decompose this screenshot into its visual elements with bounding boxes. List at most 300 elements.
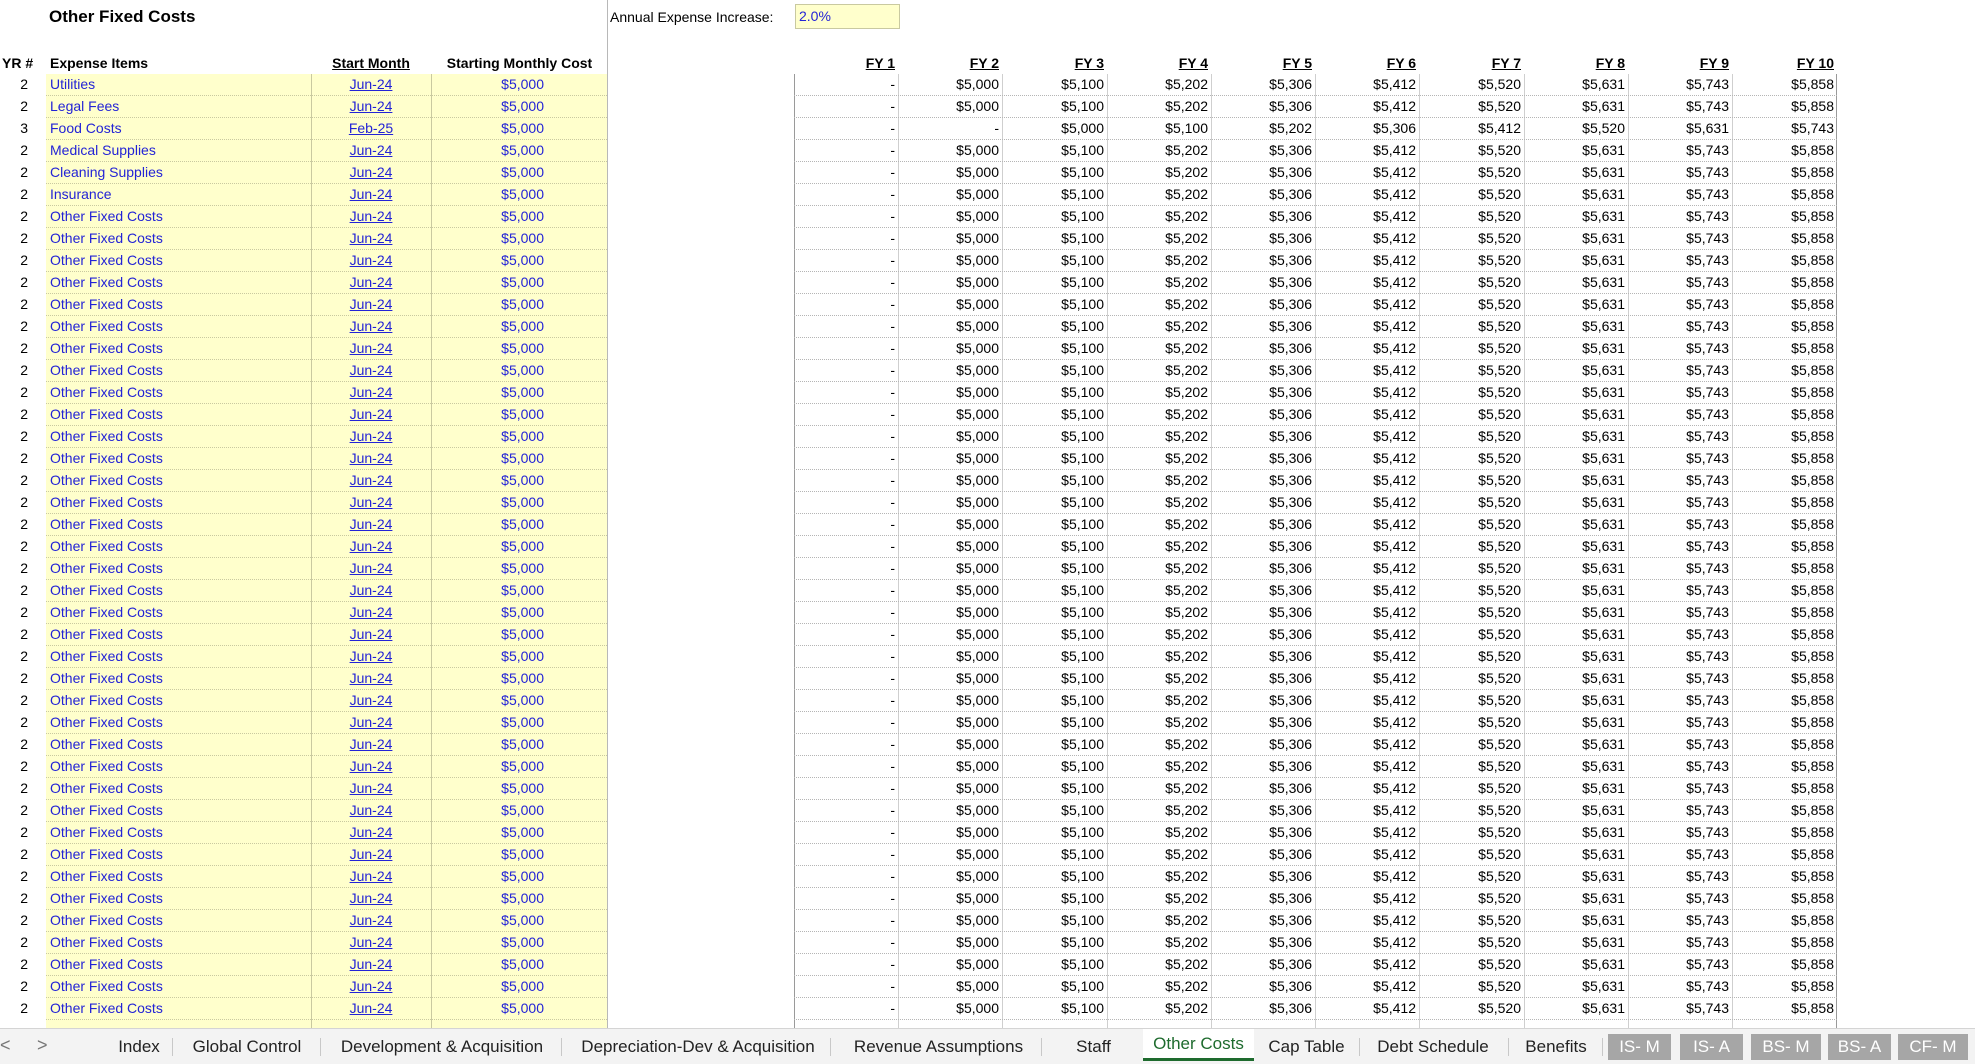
yr-cell[interactable]: 2 (20, 318, 28, 334)
tab-development-acquisition[interactable]: Development & Acquisition (340, 1037, 544, 1056)
fy-5-cell[interactable]: $5,306 (1269, 978, 1312, 994)
fy-8-cell[interactable]: $5,631 (1582, 626, 1625, 642)
fy-6-cell[interactable]: $5,412 (1373, 76, 1416, 92)
fy-10-cell[interactable]: $5,858 (1791, 648, 1834, 664)
starting-cost-cell[interactable]: $5,000 (501, 296, 544, 312)
yr-cell[interactable]: 2 (20, 142, 28, 158)
fy-1-cell[interactable]: - (890, 538, 895, 554)
expense-item-cell[interactable]: Other Fixed Costs (50, 868, 163, 884)
fy-1-cell[interactable]: - (890, 1000, 895, 1016)
start-month-cell[interactable]: Jun-24 (349, 406, 393, 422)
fy-6-cell[interactable]: $5,412 (1373, 538, 1416, 554)
fy-9-cell[interactable]: $5,743 (1686, 142, 1729, 158)
fy-7-cell[interactable]: $5,520 (1478, 692, 1521, 708)
fy-2-cell[interactable]: $5,000 (956, 780, 999, 796)
fy-8-cell[interactable]: $5,631 (1582, 384, 1625, 400)
fy-1-cell[interactable]: - (890, 934, 895, 950)
fy-6-cell[interactable]: $5,412 (1373, 98, 1416, 114)
yr-cell[interactable]: 2 (20, 582, 28, 598)
fy-8-cell[interactable]: $5,631 (1582, 296, 1625, 312)
fy-6-cell[interactable]: $5,412 (1373, 956, 1416, 972)
expense-item-cell[interactable]: Other Fixed Costs (50, 538, 163, 554)
fy-4-cell[interactable]: $5,202 (1165, 802, 1208, 818)
fy-7-cell[interactable]: $5,520 (1478, 934, 1521, 950)
fy-10-cell[interactable]: $5,743 (1791, 120, 1834, 136)
fy-9-cell[interactable]: $5,743 (1686, 406, 1729, 422)
fy-7-cell[interactable]: $5,520 (1478, 538, 1521, 554)
annual-increase-input[interactable]: 2.0% (795, 4, 900, 29)
expense-item-cell[interactable]: Other Fixed Costs (50, 978, 163, 994)
fy-3-cell[interactable]: $5,100 (1061, 846, 1104, 862)
expense-item-cell[interactable]: Other Fixed Costs (50, 802, 163, 818)
yr-cell[interactable]: 2 (20, 692, 28, 708)
fy-8-cell[interactable]: $5,631 (1582, 230, 1625, 246)
fy-7-cell[interactable]: $5,520 (1478, 846, 1521, 862)
fy-8-cell[interactable]: $5,631 (1582, 956, 1625, 972)
fy-6-cell[interactable]: $5,412 (1373, 802, 1416, 818)
fy-5-cell[interactable]: $5,306 (1269, 406, 1312, 422)
fy-2-cell[interactable]: $5,000 (956, 428, 999, 444)
fy-1-cell[interactable]: - (890, 362, 895, 378)
fy-1-cell[interactable]: - (890, 274, 895, 290)
fy-6-cell[interactable]: $5,412 (1373, 648, 1416, 664)
fy-1-cell[interactable]: - (890, 296, 895, 312)
fy-4-cell[interactable]: $5,202 (1165, 98, 1208, 114)
expense-item-cell[interactable]: Other Fixed Costs (50, 208, 163, 224)
fy-7-cell[interactable]: $5,520 (1478, 318, 1521, 334)
start-month-cell[interactable]: Jun-24 (349, 494, 393, 510)
fy-1-cell[interactable]: - (890, 450, 895, 466)
yr-cell[interactable]: 2 (20, 868, 28, 884)
fy-7-cell[interactable]: $5,520 (1478, 604, 1521, 620)
tab-index[interactable]: Index (118, 1037, 160, 1056)
fy-10-cell[interactable]: $5,858 (1791, 230, 1834, 246)
yr-cell[interactable]: 2 (20, 428, 28, 444)
start-month-cell[interactable]: Jun-24 (349, 516, 393, 532)
fy-8-cell[interactable]: $5,631 (1582, 164, 1625, 180)
expense-item-cell[interactable]: Other Fixed Costs (50, 560, 163, 576)
fy-6-cell[interactable]: $5,412 (1373, 230, 1416, 246)
fy-3-cell[interactable]: $5,100 (1061, 692, 1104, 708)
fy-9-cell[interactable]: $5,743 (1686, 956, 1729, 972)
fy-5-cell[interactable]: $5,306 (1269, 956, 1312, 972)
yr-cell[interactable]: 2 (20, 472, 28, 488)
fy-2-cell[interactable]: $5,000 (956, 296, 999, 312)
fy-4-cell[interactable]: $5,202 (1165, 890, 1208, 906)
fy-1-cell[interactable]: - (890, 428, 895, 444)
start-month-cell[interactable]: Jun-24 (349, 142, 393, 158)
start-month-cell[interactable]: Jun-24 (349, 604, 393, 620)
fy-2-cell[interactable]: - (994, 120, 999, 136)
fy-9-cell[interactable]: $5,743 (1686, 274, 1729, 290)
fy-3-cell[interactable]: $5,100 (1061, 714, 1104, 730)
fy-10-cell[interactable]: $5,858 (1791, 164, 1834, 180)
fy-8-cell[interactable]: $5,631 (1582, 208, 1625, 224)
fy-6-cell[interactable]: $5,412 (1373, 890, 1416, 906)
fy-4-cell[interactable]: $5,202 (1165, 824, 1208, 840)
fy-10-cell[interactable]: $5,858 (1791, 252, 1834, 268)
fy-8-cell[interactable]: $5,631 (1582, 362, 1625, 378)
fy-9-cell[interactable]: $5,743 (1686, 362, 1729, 378)
fy-6-cell[interactable]: $5,412 (1373, 714, 1416, 730)
start-month-cell[interactable]: Jun-24 (349, 362, 393, 378)
fy-2-cell[interactable]: $5,000 (956, 758, 999, 774)
fy-1-cell[interactable]: - (890, 516, 895, 532)
fy-1-cell[interactable]: - (890, 912, 895, 928)
tab-scroll-left-icon[interactable]: < (0, 1035, 11, 1055)
start-month-cell[interactable]: Jun-24 (349, 340, 393, 356)
fy-5-cell[interactable]: $5,306 (1269, 494, 1312, 510)
fy-7-cell[interactable]: $5,520 (1478, 428, 1521, 444)
fy-2-cell[interactable]: $5,000 (956, 934, 999, 950)
fy-1-cell[interactable]: - (890, 846, 895, 862)
fy-6-cell[interactable]: $5,412 (1373, 736, 1416, 752)
fy-4-cell[interactable]: $5,202 (1165, 626, 1208, 642)
starting-cost-cell[interactable]: $5,000 (501, 362, 544, 378)
fy-5-cell[interactable]: $5,306 (1269, 1000, 1312, 1016)
fy-4-cell[interactable]: $5,202 (1165, 186, 1208, 202)
fy-7-cell[interactable]: $5,520 (1478, 868, 1521, 884)
starting-cost-cell[interactable]: $5,000 (501, 230, 544, 246)
starting-cost-cell[interactable]: $5,000 (501, 846, 544, 862)
yr-cell[interactable]: 2 (20, 252, 28, 268)
fy-2-cell[interactable]: $5,000 (956, 978, 999, 994)
fy-6-cell[interactable]: $5,412 (1373, 252, 1416, 268)
starting-cost-cell[interactable]: $5,000 (501, 406, 544, 422)
starting-cost-cell[interactable]: $5,000 (501, 384, 544, 400)
start-month-cell[interactable]: Jun-24 (349, 472, 393, 488)
fy-2-cell[interactable]: $5,000 (956, 362, 999, 378)
fy-6-cell[interactable]: $5,412 (1373, 274, 1416, 290)
starting-cost-cell[interactable]: $5,000 (501, 1000, 544, 1016)
fy-3-cell[interactable]: $5,100 (1061, 428, 1104, 444)
starting-cost-cell[interactable]: $5,000 (501, 714, 544, 730)
fy-5-cell[interactable]: $5,306 (1269, 582, 1312, 598)
fy-1-cell[interactable]: - (890, 406, 895, 422)
fy-2-cell[interactable]: $5,000 (956, 626, 999, 642)
fy-5-cell[interactable]: $5,306 (1269, 846, 1312, 862)
fy-3-cell[interactable]: $5,100 (1061, 362, 1104, 378)
start-month-cell[interactable]: Jun-24 (349, 384, 393, 400)
fy-6-cell[interactable]: $5,412 (1373, 780, 1416, 796)
expense-item-cell[interactable]: Other Fixed Costs (50, 252, 163, 268)
fy-3-cell[interactable]: $5,100 (1061, 648, 1104, 664)
fy-1-cell[interactable]: - (890, 98, 895, 114)
fy-8-cell[interactable]: $5,631 (1582, 868, 1625, 884)
fy-9-cell[interactable]: $5,743 (1686, 934, 1729, 950)
yr-cell[interactable]: 2 (20, 758, 28, 774)
fy-4-cell[interactable]: $5,202 (1165, 252, 1208, 268)
starting-cost-cell[interactable]: $5,000 (501, 252, 544, 268)
fy-1-cell[interactable]: - (890, 868, 895, 884)
start-month-cell[interactable]: Jun-24 (349, 428, 393, 444)
fy-4-cell[interactable]: $5,202 (1165, 868, 1208, 884)
fy-6-cell[interactable]: $5,306 (1373, 120, 1416, 136)
fy-8-cell[interactable]: $5,631 (1582, 406, 1625, 422)
fy-8-cell[interactable]: $5,631 (1582, 582, 1625, 598)
yr-cell[interactable]: 2 (20, 494, 28, 510)
expense-item-cell[interactable]: Other Fixed Costs (50, 318, 163, 334)
fy-3-cell[interactable]: $5,100 (1061, 912, 1104, 928)
starting-cost-cell[interactable]: $5,000 (501, 164, 544, 180)
fy-10-cell[interactable]: $5,858 (1791, 472, 1834, 488)
fy-3-cell[interactable]: $5,100 (1061, 604, 1104, 620)
fy-3-cell[interactable]: $5,100 (1061, 736, 1104, 752)
start-month-cell[interactable]: Jun-24 (349, 186, 393, 202)
fy-4-cell[interactable]: $5,202 (1165, 472, 1208, 488)
fy-2-cell[interactable]: $5,000 (956, 692, 999, 708)
fy-7-cell[interactable]: $5,520 (1478, 670, 1521, 686)
fy-6-cell[interactable]: $5,412 (1373, 560, 1416, 576)
fy-8-cell[interactable]: $5,631 (1582, 142, 1625, 158)
fy-4-cell[interactable]: $5,100 (1165, 120, 1208, 136)
fy-8-cell[interactable]: $5,631 (1582, 450, 1625, 466)
fy-1-cell[interactable]: - (890, 560, 895, 576)
fy-3-cell[interactable]: $5,100 (1061, 890, 1104, 906)
fy-7-cell[interactable]: $5,520 (1478, 340, 1521, 356)
expense-item-cell[interactable]: Other Fixed Costs (50, 890, 163, 906)
fy-8-cell[interactable]: $5,631 (1582, 516, 1625, 532)
expense-item-cell[interactable]: Other Fixed Costs (50, 846, 163, 862)
fy-9-cell[interactable]: $5,743 (1686, 736, 1729, 752)
fy-10-cell[interactable]: $5,858 (1791, 142, 1834, 158)
fy-8-cell[interactable]: $5,631 (1582, 648, 1625, 664)
yr-cell[interactable]: 2 (20, 802, 28, 818)
fy-9-cell[interactable]: $5,743 (1686, 868, 1729, 884)
fy-10-cell[interactable]: $5,858 (1791, 538, 1834, 554)
tab-bs-m[interactable]: BS- M (1751, 1034, 1821, 1060)
starting-cost-cell[interactable]: $5,000 (501, 538, 544, 554)
tab-is-a[interactable]: IS- A (1680, 1034, 1743, 1060)
fy-3-cell[interactable]: $5,100 (1061, 780, 1104, 796)
fy-6-cell[interactable]: $5,412 (1373, 978, 1416, 994)
fy-9-cell[interactable]: $5,743 (1686, 208, 1729, 224)
fy-3-cell[interactable]: $5,100 (1061, 670, 1104, 686)
yr-cell[interactable]: 2 (20, 736, 28, 752)
fy-2-cell[interactable]: $5,000 (956, 736, 999, 752)
fy-5-cell[interactable]: $5,306 (1269, 824, 1312, 840)
expense-item-cell[interactable]: Other Fixed Costs (50, 714, 163, 730)
fy-1-cell[interactable]: - (890, 758, 895, 774)
starting-cost-cell[interactable]: $5,000 (501, 340, 544, 356)
fy-2-cell[interactable]: $5,000 (956, 318, 999, 334)
fy-7-cell[interactable]: $5,520 (1478, 406, 1521, 422)
fy-5-cell[interactable]: $5,306 (1269, 868, 1312, 884)
fy-7-cell[interactable]: $5,520 (1478, 714, 1521, 730)
tab-cap-table[interactable]: Cap Table (1268, 1037, 1345, 1056)
fy-2-cell[interactable]: $5,000 (956, 208, 999, 224)
fy-6-cell[interactable]: $5,412 (1373, 868, 1416, 884)
fy-10-cell[interactable]: $5,858 (1791, 274, 1834, 290)
fy-9-cell[interactable]: $5,743 (1686, 98, 1729, 114)
fy-4-cell[interactable]: $5,202 (1165, 560, 1208, 576)
fy-8-cell[interactable]: $5,631 (1582, 934, 1625, 950)
fy-10-cell[interactable]: $5,858 (1791, 340, 1834, 356)
fy-6-cell[interactable]: $5,412 (1373, 450, 1416, 466)
yr-cell[interactable]: 2 (20, 274, 28, 290)
starting-cost-cell[interactable]: $5,000 (501, 934, 544, 950)
fy-4-cell[interactable]: $5,202 (1165, 912, 1208, 928)
fy-6-cell[interactable]: $5,412 (1373, 142, 1416, 158)
start-month-cell[interactable]: Jun-24 (349, 274, 393, 290)
fy-5-cell[interactable]: $5,306 (1269, 912, 1312, 928)
fy-5-cell[interactable]: $5,306 (1269, 714, 1312, 730)
fy-7-cell[interactable]: $5,520 (1478, 296, 1521, 312)
fy-7-cell[interactable]: $5,412 (1478, 120, 1521, 136)
fy-10-cell[interactable]: $5,858 (1791, 296, 1834, 312)
fy-5-cell[interactable]: $5,202 (1269, 120, 1312, 136)
start-month-cell[interactable]: Jun-24 (349, 318, 393, 334)
fy-5-cell[interactable]: $5,306 (1269, 428, 1312, 444)
fy-5-cell[interactable]: $5,306 (1269, 76, 1312, 92)
fy-9-cell[interactable]: $5,743 (1686, 802, 1729, 818)
start-month-cell[interactable]: Jun-24 (349, 648, 393, 664)
fy-9-cell[interactable]: $5,743 (1686, 582, 1729, 598)
fy-1-cell[interactable]: - (890, 318, 895, 334)
yr-cell[interactable]: 2 (20, 912, 28, 928)
fy-5-cell[interactable]: $5,306 (1269, 758, 1312, 774)
fy-6-cell[interactable]: $5,412 (1373, 164, 1416, 180)
fy-1-cell[interactable]: - (890, 186, 895, 202)
fy-4-cell[interactable]: $5,202 (1165, 274, 1208, 290)
fy-8-cell[interactable]: $5,631 (1582, 692, 1625, 708)
fy-8-cell[interactable]: $5,520 (1582, 120, 1625, 136)
start-month-cell[interactable]: Jun-24 (349, 626, 393, 642)
fy-5-cell[interactable]: $5,306 (1269, 626, 1312, 642)
fy-7-cell[interactable]: $5,520 (1478, 252, 1521, 268)
fy-7-cell[interactable]: $5,520 (1478, 384, 1521, 400)
start-month-cell[interactable]: Jun-24 (349, 164, 393, 180)
starting-cost-cell[interactable]: $5,000 (501, 450, 544, 466)
fy-4-cell[interactable]: $5,202 (1165, 956, 1208, 972)
tab-cf-m[interactable]: CF- M (1898, 1034, 1968, 1060)
fy-8-cell[interactable]: $5,631 (1582, 274, 1625, 290)
fy-4-cell[interactable]: $5,202 (1165, 230, 1208, 246)
starting-cost-cell[interactable]: $5,000 (501, 428, 544, 444)
fy-4-cell[interactable]: $5,202 (1165, 142, 1208, 158)
fy-6-cell[interactable]: $5,412 (1373, 384, 1416, 400)
fy-7-cell[interactable]: $5,520 (1478, 208, 1521, 224)
fy-8-cell[interactable]: $5,631 (1582, 252, 1625, 268)
fy-7-cell[interactable]: $5,520 (1478, 186, 1521, 202)
fy-10-cell[interactable]: $5,858 (1791, 362, 1834, 378)
fy-8-cell[interactable]: $5,631 (1582, 824, 1625, 840)
tab-depreciation-dev-acquisition[interactable]: Depreciation-Dev & Acquisition (581, 1037, 815, 1056)
expense-item-cell[interactable]: Other Fixed Costs (50, 626, 163, 642)
yr-cell[interactable]: 2 (20, 978, 28, 994)
fy-4-cell[interactable]: $5,202 (1165, 384, 1208, 400)
starting-cost-cell[interactable]: $5,000 (501, 472, 544, 488)
fy-10-cell[interactable]: $5,858 (1791, 208, 1834, 224)
fy-2-cell[interactable]: $5,000 (956, 846, 999, 862)
fy-9-cell[interactable]: $5,743 (1686, 450, 1729, 466)
fy-3-cell[interactable]: $5,100 (1061, 252, 1104, 268)
fy-8-cell[interactable]: $5,631 (1582, 890, 1625, 906)
fy-9-cell[interactable]: $5,743 (1686, 318, 1729, 334)
fy-2-cell[interactable]: $5,000 (956, 538, 999, 554)
expense-item-cell[interactable]: Other Fixed Costs (50, 824, 163, 840)
expense-item-cell[interactable]: Other Fixed Costs (50, 274, 163, 290)
fy-2-cell[interactable]: $5,000 (956, 582, 999, 598)
fy-8-cell[interactable]: $5,631 (1582, 340, 1625, 356)
fy-10-cell[interactable]: $5,858 (1791, 1000, 1834, 1016)
expense-item-cell[interactable]: Other Fixed Costs (50, 230, 163, 246)
fy-10-cell[interactable]: $5,858 (1791, 692, 1834, 708)
fy-1-cell[interactable]: - (890, 164, 895, 180)
fy-4-cell[interactable]: $5,202 (1165, 604, 1208, 620)
fy-6-cell[interactable]: $5,412 (1373, 406, 1416, 422)
start-month-cell[interactable]: Jun-24 (349, 868, 393, 884)
expense-item-cell[interactable]: Other Fixed Costs (50, 692, 163, 708)
fy-5-cell[interactable]: $5,306 (1269, 142, 1312, 158)
starting-cost-cell[interactable]: $5,000 (501, 208, 544, 224)
start-month-cell[interactable]: Jun-24 (349, 296, 393, 312)
fy-8-cell[interactable]: $5,631 (1582, 758, 1625, 774)
fy-7-cell[interactable]: $5,520 (1478, 626, 1521, 642)
fy-3-cell[interactable]: $5,100 (1061, 494, 1104, 510)
fy-2-cell[interactable]: $5,000 (956, 890, 999, 906)
fy-8-cell[interactable]: $5,631 (1582, 318, 1625, 334)
starting-cost-cell[interactable]: $5,000 (501, 978, 544, 994)
fy-1-cell[interactable]: - (890, 120, 895, 136)
start-month-cell[interactable]: Jun-24 (349, 890, 393, 906)
start-month-cell[interactable]: Jun-24 (349, 230, 393, 246)
fy-2-cell[interactable]: $5,000 (956, 1000, 999, 1016)
starting-cost-cell[interactable]: $5,000 (501, 318, 544, 334)
fy-4-cell[interactable]: $5,202 (1165, 296, 1208, 312)
fy-4-cell[interactable]: $5,202 (1165, 406, 1208, 422)
fy-6-cell[interactable]: $5,412 (1373, 626, 1416, 642)
fy-2-cell[interactable]: $5,000 (956, 604, 999, 620)
fy-1-cell[interactable]: - (890, 648, 895, 664)
fy-1-cell[interactable]: - (890, 714, 895, 730)
fy-2-cell[interactable]: $5,000 (956, 670, 999, 686)
fy-2-cell[interactable]: $5,000 (956, 824, 999, 840)
fy-10-cell[interactable]: $5,858 (1791, 736, 1834, 752)
starting-cost-cell[interactable]: $5,000 (501, 560, 544, 576)
tab-revenue-assumptions[interactable]: Revenue Assumptions (853, 1037, 1024, 1056)
fy-3-cell[interactable]: $5,100 (1061, 406, 1104, 422)
start-month-cell[interactable]: Jun-24 (349, 714, 393, 730)
starting-cost-cell[interactable]: $5,000 (501, 868, 544, 884)
fy-5-cell[interactable]: $5,306 (1269, 186, 1312, 202)
yr-cell[interactable]: 2 (20, 824, 28, 840)
starting-cost-cell[interactable]: $5,000 (501, 142, 544, 158)
start-month-cell[interactable]: Jun-24 (349, 98, 393, 114)
starting-cost-cell[interactable]: $5,000 (501, 98, 544, 114)
fy-10-cell[interactable]: $5,858 (1791, 582, 1834, 598)
fy-7-cell[interactable]: $5,520 (1478, 450, 1521, 466)
fy-9-cell[interactable]: $5,743 (1686, 384, 1729, 400)
expense-item-cell[interactable]: Food Costs (50, 120, 122, 136)
fy-8-cell[interactable]: $5,631 (1582, 428, 1625, 444)
fy-1-cell[interactable]: - (890, 494, 895, 510)
fy-5-cell[interactable]: $5,306 (1269, 648, 1312, 664)
fy-3-cell[interactable]: $5,100 (1061, 978, 1104, 994)
start-month-cell[interactable]: Jun-24 (349, 670, 393, 686)
fy-7-cell[interactable]: $5,520 (1478, 362, 1521, 378)
fy-7-cell[interactable]: $5,520 (1478, 736, 1521, 752)
starting-cost-cell[interactable]: $5,000 (501, 120, 544, 136)
expense-item-cell[interactable]: Other Fixed Costs (50, 296, 163, 312)
fy-7-cell[interactable]: $5,520 (1478, 802, 1521, 818)
tab-other-costs[interactable]: Other Costs (1143, 1029, 1254, 1061)
fy-4-cell[interactable]: $5,202 (1165, 934, 1208, 950)
fy-5-cell[interactable]: $5,306 (1269, 384, 1312, 400)
yr-cell[interactable]: 2 (20, 1000, 28, 1016)
fy-1-cell[interactable]: - (890, 692, 895, 708)
fy-1-cell[interactable]: - (890, 142, 895, 158)
